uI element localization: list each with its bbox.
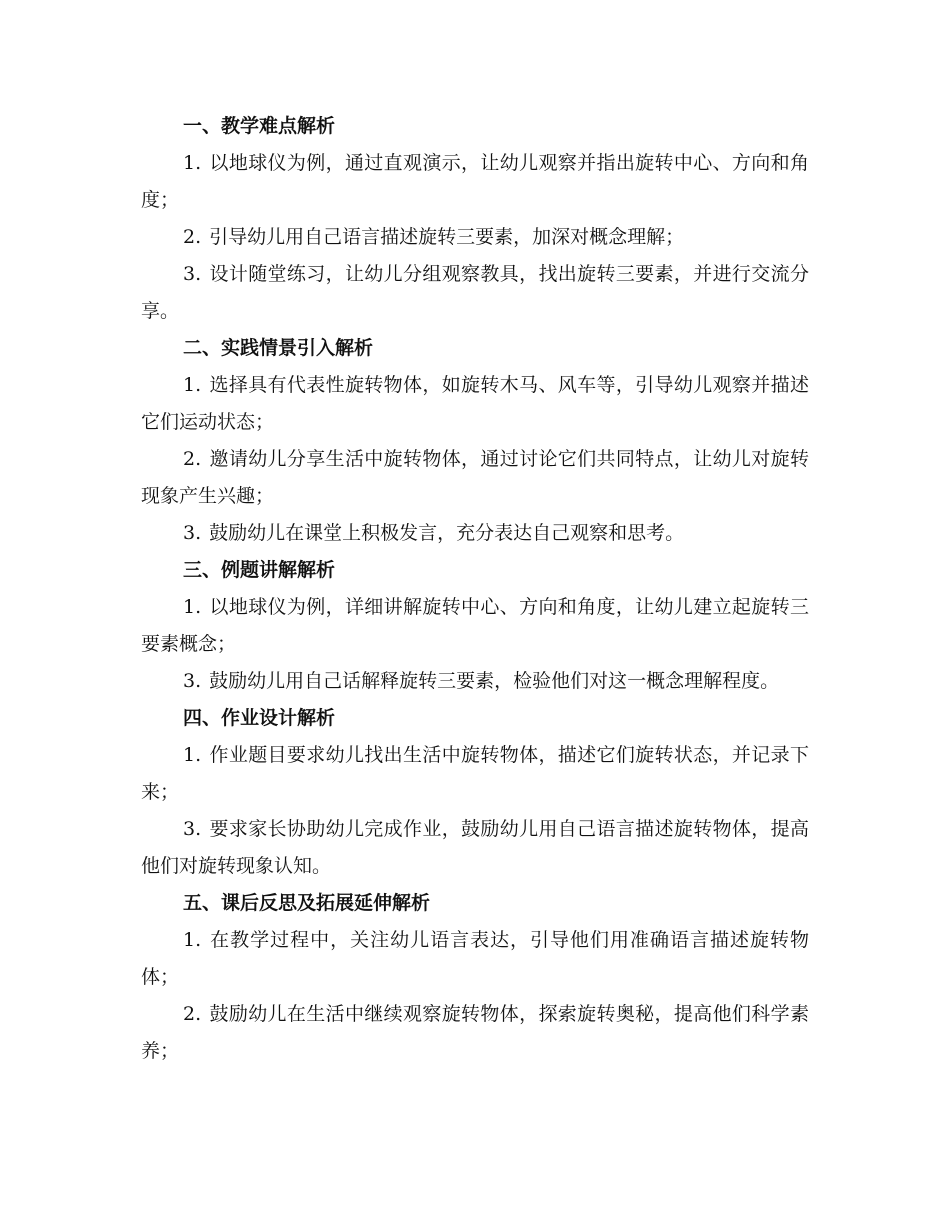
item-text: 鼓励幼儿用自己话解释旋转三要素，检验他们对这一概念理解程度。 [209, 670, 780, 692]
item-number: 3. [183, 522, 202, 544]
item-text: 邀请幼儿分享生活中旋转物体，通过讨论它们共同特点，让幼儿对旋转现象产生兴趣； [141, 448, 809, 507]
list-item [141, 811, 809, 885]
item-number: 3. [183, 670, 202, 692]
item-number: 3. [183, 263, 202, 285]
item-number: 1. [183, 744, 202, 766]
section-heading: 四、作业设计解析 [183, 707, 336, 729]
section-homework-design [141, 700, 809, 885]
section-teaching-difficulties [141, 108, 809, 330]
section-heading: 五、课后反思及拓展延伸解析 [183, 892, 431, 914]
item-text: 作业题目要求幼儿找出生活中旋转物体，描述它们旋转状态，并记录下来； [141, 744, 809, 803]
item-text: 在教学过程中，关注幼儿语言表达，引导他们用准确语言描述旋转物体； [141, 929, 809, 988]
section-reflection-extension [141, 885, 809, 1070]
section-practice-scenario [141, 330, 809, 552]
item-text: 鼓励幼儿在生活中继续观察旋转物体，探索旋转奥秘，提高他们科学素养； [141, 1003, 809, 1062]
list-item [141, 737, 809, 811]
list-item [141, 663, 809, 700]
item-text: 要求家长协助幼儿完成作业，鼓励幼儿用自己语言描述旋转物体，提高他们对旋转现象认知。 [141, 818, 809, 877]
item-text: 选择具有代表性旋转物体，如旋转木马、风车等，引导幼儿观察并描述它们运动状态； [141, 374, 809, 433]
item-text: 鼓励幼儿在课堂上积极发言，充分表达自己观察和思考。 [209, 522, 685, 544]
item-number: 1. [183, 374, 202, 396]
document-page [141, 108, 809, 1070]
section-heading: 一、教学难点解析 [183, 115, 336, 137]
item-number: 2. [183, 226, 202, 248]
item-text: 以地球仪为例，通过直观演示，让幼儿观察并指出旋转中心、方向和角度； [141, 152, 809, 211]
list-item [141, 996, 809, 1070]
list-item [141, 256, 809, 330]
list-item [141, 367, 809, 441]
section-heading: 三、例题讲解解析 [183, 559, 336, 581]
item-number: 1. [183, 596, 202, 618]
item-text: 以地球仪为例，详细讲解旋转中心、方向和角度，让幼儿建立起旋转三要素概念； [141, 596, 809, 655]
item-text: 引导幼儿用自己语言描述旋转三要素，加深对概念理解； [209, 226, 685, 248]
list-item [141, 589, 809, 663]
section-example-explanation [141, 552, 809, 700]
list-item [141, 219, 809, 256]
item-text: 设计随堂练习，让幼儿分组观察教具，找出旋转三要素，并进行交流分享。 [141, 263, 809, 322]
section-heading: 二、实践情景引入解析 [183, 337, 374, 359]
item-number: 3. [183, 818, 202, 840]
item-number: 1. [183, 929, 202, 951]
item-number: 1. [183, 152, 202, 174]
list-item [141, 145, 809, 219]
list-item [141, 441, 809, 515]
list-item [141, 515, 809, 552]
item-number: 2. [183, 448, 202, 470]
list-item [141, 922, 809, 996]
item-number: 2. [183, 1003, 202, 1025]
